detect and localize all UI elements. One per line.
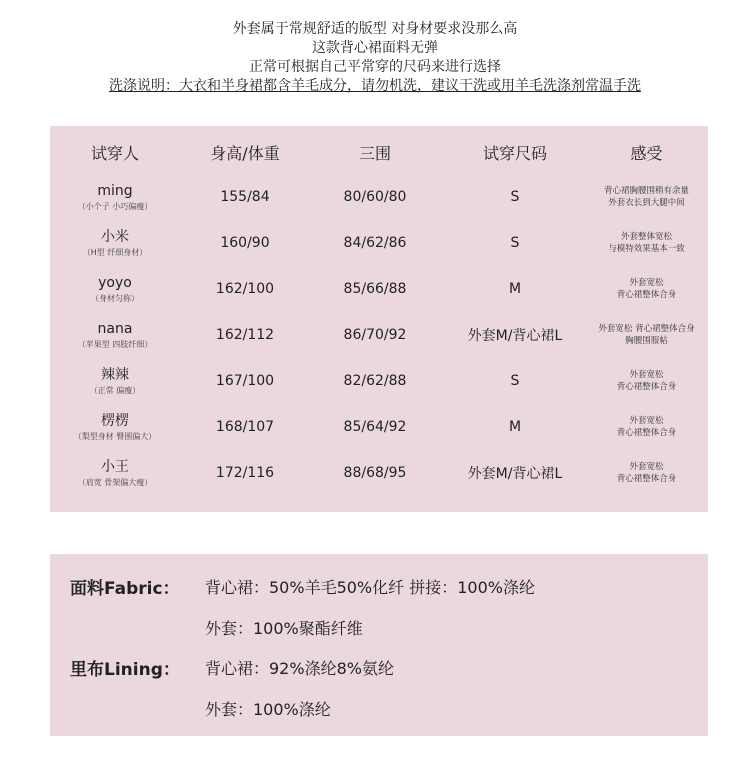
feeling-line-1: 外套宽松 <box>629 278 664 288</box>
washing-instructions: 洗涤说明：大衣和半身裙都含羊毛成分，请勿机洗，建议干洗或用羊毛洗涤剂常温手洗 <box>109 78 641 94</box>
tester-note: （苹果型 四肢纤细） <box>77 339 153 349</box>
tester-name: nana <box>97 320 133 337</box>
tester-name: 辣辣 <box>101 366 129 383</box>
feeling-line-1: 背心裙胸腰围稍有余量 <box>603 186 689 196</box>
feeling-line-2: 外套衣长到大腿中间 <box>608 198 685 208</box>
header-tester: 试穿人 <box>90 143 139 163</box>
header-height-weight: 身高/体重 <box>210 143 280 163</box>
fitting-table <box>50 126 708 512</box>
feeling-line-1: 外套宽松 背心裙整体合身 <box>598 324 695 334</box>
feeling-line-1: 外套宽松 <box>629 416 664 426</box>
tester-name: yoyo <box>98 274 132 291</box>
feeling-line-2: 背心裙整体合身 <box>616 382 677 392</box>
intro-line-2: 这款背心裙面料无弹 <box>312 40 438 56</box>
fabric-label: 面料Fabric： <box>70 578 180 599</box>
measurements: 86/70/92 <box>343 327 407 343</box>
feeling-line-2: 背心裙整体合身 <box>616 474 677 484</box>
tester-name: 小王 <box>101 458 129 475</box>
tester-name: 楞楞 <box>101 412 129 429</box>
feeling-line-2: 与模特效果基本一致 <box>608 244 685 254</box>
height-weight: 162/100 <box>215 281 275 297</box>
fabric-row-2 <box>50 612 708 642</box>
intro-line-1: 外套属于常规舒适的版型 对身材要求没那么高 <box>232 21 518 37</box>
measurements: 88/68/95 <box>343 465 407 481</box>
tester-name: 小米 <box>101 228 129 245</box>
lining-row-2 <box>50 693 708 723</box>
tester-name: ming <box>97 182 133 199</box>
fabric-line-1: 背心裙：50%羊毛50%化纤 拼接：100%涤纶 <box>205 577 535 597</box>
measurements: 80/60/80 <box>343 189 407 205</box>
measurements: 82/62/88 <box>343 373 407 389</box>
lining-row-1 <box>50 652 708 682</box>
size: S <box>510 189 520 205</box>
height-weight: 155/84 <box>220 189 270 205</box>
feeling-line-2: 背心裙整体合身 <box>616 428 677 438</box>
feeling-line-2: 背心裙整体合身 <box>616 290 677 300</box>
table-row <box>50 266 708 312</box>
fabric-row-1 <box>50 571 708 601</box>
lining-label: 里布Lining： <box>70 659 180 680</box>
measurements: 85/66/88 <box>343 281 407 297</box>
height-weight: 168/107 <box>215 419 275 435</box>
height-weight: 167/100 <box>215 373 275 389</box>
height-weight: 162/112 <box>215 327 275 343</box>
size: M <box>508 281 522 297</box>
table-row <box>50 358 708 404</box>
size: M <box>508 419 522 435</box>
tester-note: （正常 偏瘦） <box>89 385 141 395</box>
tester-note: （身材匀称） <box>91 293 139 303</box>
lining-line-1: 背心裙：92%涤纶8%氨纶 <box>205 658 394 678</box>
height-weight: 172/116 <box>215 465 275 481</box>
size: 外套M/背心裙L <box>467 466 563 482</box>
measurements: 85/64/92 <box>343 419 407 435</box>
tester-note: （小个子 小巧偏瘦） <box>77 201 153 211</box>
height-weight: 160/90 <box>220 235 270 251</box>
lining-line-2: 外套：100%涤纶 <box>205 699 331 719</box>
intro-text <box>0 20 750 96</box>
size: S <box>510 373 520 389</box>
tester-note: （梨型身材 臀围偏大） <box>73 431 157 441</box>
intro-line-3: 正常可根据自己平常穿的尺码来进行选择 <box>249 59 501 75</box>
fabric-line-2: 外套：100%聚酯纤维 <box>205 618 363 638</box>
table-row <box>50 404 708 450</box>
table-header <box>50 129 708 175</box>
table-row <box>50 174 708 220</box>
header-size: 试穿尺码 <box>482 143 547 163</box>
tester-note: （肩宽 骨架偏大瘦） <box>77 477 153 487</box>
feeling-line-1: 外套宽松 <box>629 462 664 472</box>
feeling-line-1: 外套整体宽松 <box>620 232 672 242</box>
table-row <box>50 312 708 358</box>
fabric-composition <box>50 554 708 736</box>
size: S <box>510 235 520 251</box>
measurements: 84/62/86 <box>343 235 407 251</box>
table-row <box>50 220 708 266</box>
size: 外套M/背心裙L <box>467 328 563 344</box>
feeling-line-1: 外套宽松 <box>629 370 664 380</box>
header-measurements: 三围 <box>358 143 391 163</box>
tester-note: （H型 纤细身材） <box>82 247 148 257</box>
header-feeling: 感受 <box>630 143 663 163</box>
feeling-line-2: 胸腰围服帖 <box>625 336 668 346</box>
table-row <box>50 450 708 496</box>
